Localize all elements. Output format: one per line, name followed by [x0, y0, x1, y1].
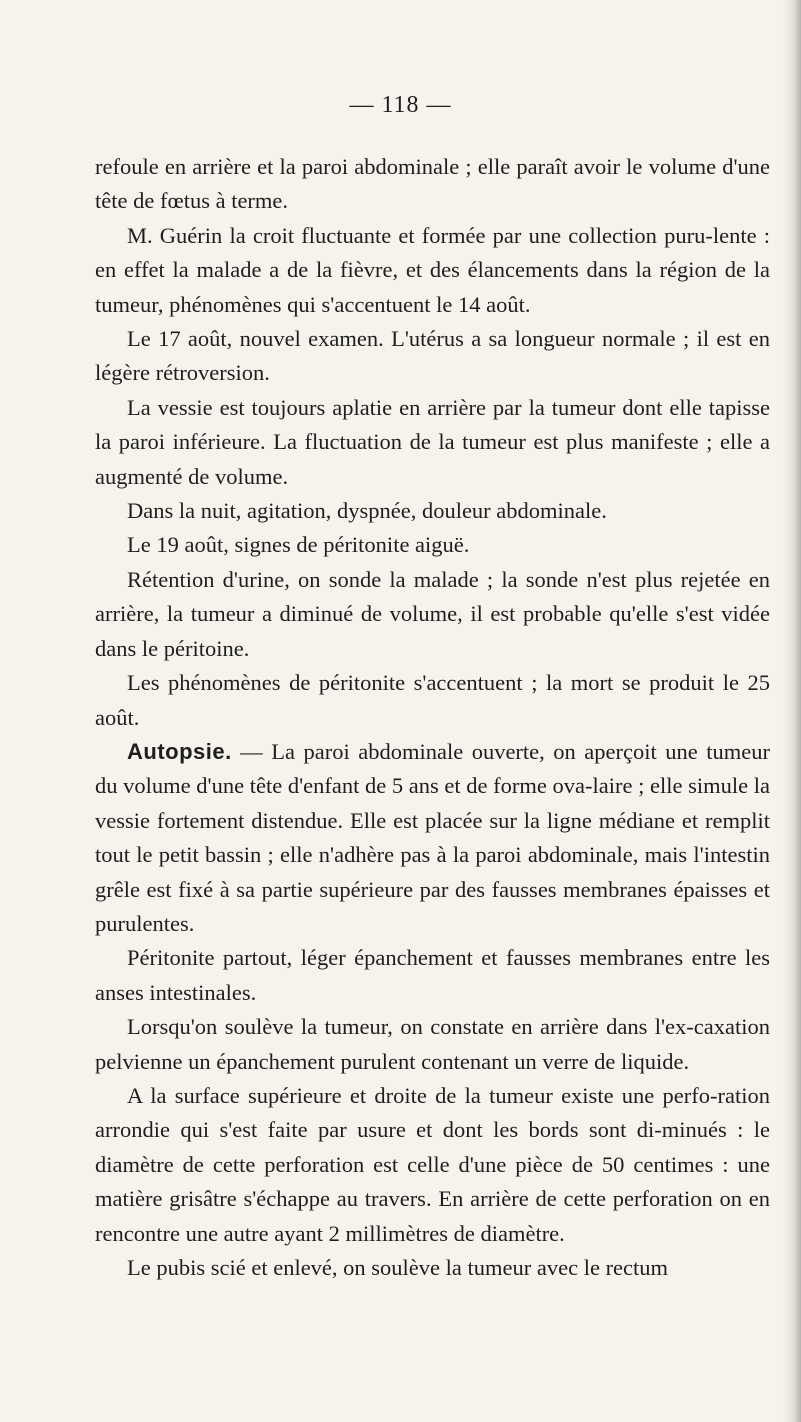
paragraph: Lorsqu'on soulève la tumeur, on constate en arrière dans l'ex-caxation pelvienne un épanchement purulent contenant un verre de liquide. [95, 1014, 770, 1074]
page-edge-shadow [783, 0, 801, 1422]
paragraph: Les phénomènes de péritonite s'accentuent ; la mort se produit le 25 août. [95, 670, 770, 730]
paragraph: Rétention d'urine, on sonde la malade ; la sonde n'est plus rejetée en arrière, la tumeur a diminué de volume, il est probable qu'elle s'est vidée dans le péritoine. [95, 566, 770, 661]
paragraph: Dans la nuit, agitation, dyspnée, douleur abdominale. [127, 498, 607, 524]
section-heading: Autopsie. [127, 738, 232, 764]
paragraph: A la surface supérieure et droite de la tumeur existe une perfo-ration arrondie qui s'est faite par usure et dont les bords sont di-minués : le diamètre de cette perforation est celle d'une pièce de 50 centimes : une matière grisâtre s'échappe au travers. En arrière de cette perforation on en rencontre une autre ayant 2 millimètres de diamètre. [95, 1082, 770, 1246]
paragraph: Le pubis scié et enlevé, on soulève la tumeur avec le rectum [127, 1255, 669, 1280]
paragraph: Le 19 août, signes de péritonite aiguë. [127, 532, 470, 558]
paragraph: refoule en arrière et la paroi abdominale ; elle paraît avoir le volume d'une tête de fœtus à terme. [95, 154, 770, 214]
paragraph: La vessie est toujours aplatie en arrière par la tumeur dont elle tapisse la paroi inférieure. La fluctuation de la tumeur est plus manifeste ; elle a augmenté de volume. [95, 394, 770, 489]
paragraph-autopsie [95, 735, 770, 941]
paragraph: Péritonite partout, léger épanchement et fausses membranes entre les anses intestinales. [95, 945, 770, 1005]
page-number: — 118 — [349, 92, 452, 118]
paragraph: M. Guérin la croit fluctuante et formée par une collection puru-lente : en effet la malade a de la fièvre, et des élancements dans la région de la tumeur, phénomènes qui s'accentuent le 14 août. [95, 222, 770, 317]
body-text [95, 150, 770, 1285]
paragraph-body: — La paroi abdominale ouverte, on aperçoit une tumeur du volume d'une tête d'enfant de 5 ans et de forme ova-laire ; elle simule la vessie fortement distendue. Elle est placée sur la ligne médiane et remplit tout le petit bassin ; elle n'adhère pas à la paroi abdominale, mais l'intestin grêle est fixé à sa partie supérieure par des fausses membranes épaisses et purulentes. [95, 738, 770, 936]
paragraph: Le 17 août, nouvel examen. L'utérus a sa longueur normale ; il est en légère rétroversion. [95, 326, 770, 386]
